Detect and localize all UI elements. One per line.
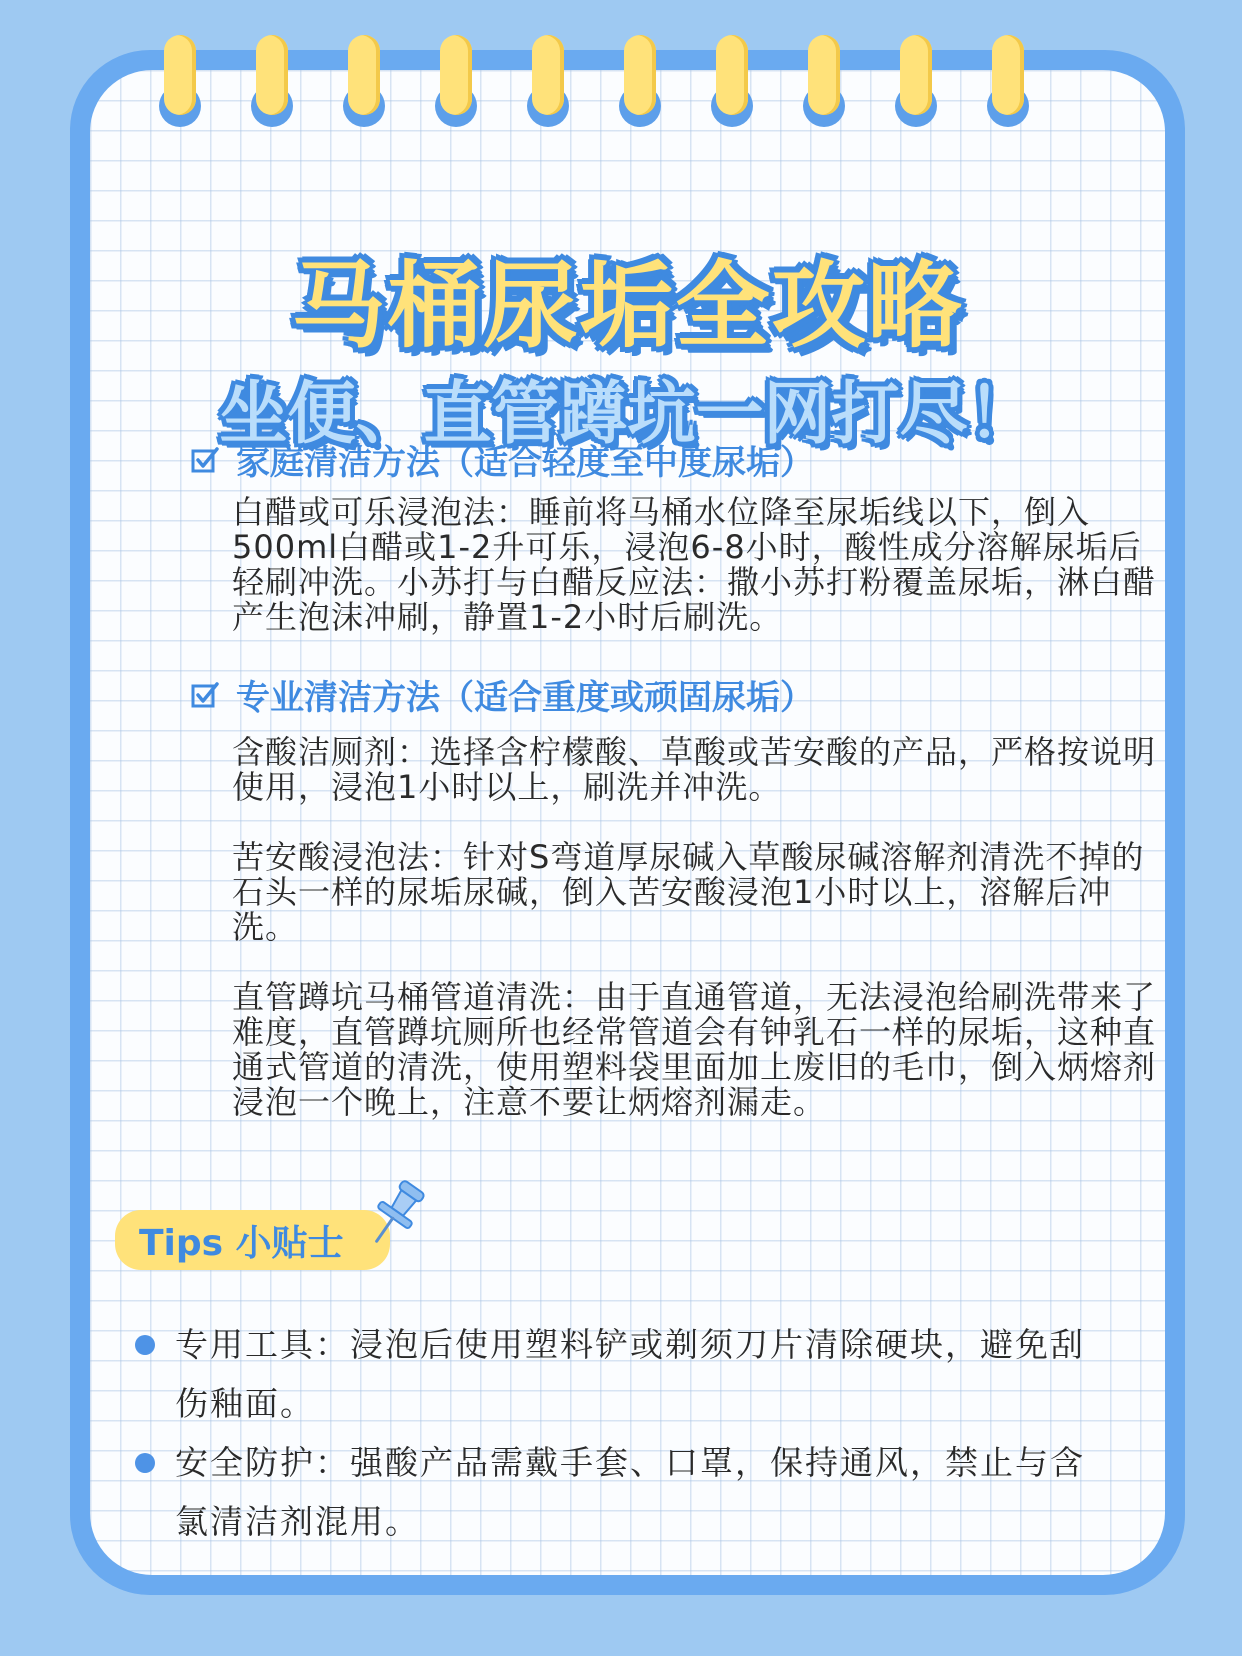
home-cleaning-paragraph [232,495,1165,635]
paragraph-line: 洗。 [232,908,299,946]
paragraph-line: 含酸洁厕剂：选择含柠檬酸、草酸或苦安酸的产品，严格按说明 [232,733,1157,771]
checkbox-icon [190,680,220,710]
checkbox-icon [190,445,220,475]
tip-item-safety [135,1433,1135,1551]
spiral-ring-icon [808,35,840,127]
paragraph-line: 浸泡一个晚上，注意不要让炳熔剂漏走。 [232,1083,827,1121]
paragraph-line: 产生泡沫冲刷，静置1-2小时后刷洗。 [232,598,783,636]
paragraph-line: 轻刷冲洗。小苏打与白醋反应法：撒小苏打粉覆盖尿垢，淋白醋 [232,563,1157,601]
acid-cleaner-paragraph [232,735,1165,805]
page-subtitle: 坐便、直管蹲坑一网打尽！ [219,375,1036,454]
paragraph-line: 苦安酸浸泡法：针对S弯道厚尿碱入草酸尿碱溶解剂清洗不掉的 [232,838,1145,876]
spiral-ring-icon [532,35,564,127]
soak-method-paragraph [232,840,1165,945]
paragraph-line: 难度，直管蹲坑厕所也经常管道会有钟乳石一样的尿垢，这种直 [232,1013,1157,1051]
paragraph-line: 白醋或可乐浸泡法：睡前将马桶水位降至尿垢线以下，倒入 [232,493,1091,531]
tip-line: 专用工具：浸泡后使用塑料铲或剃须刀片清除硬块，避免刮 [175,1325,1085,1364]
section-heading-text: 专业清洁方法（适合重度或顽固尿垢） [236,678,814,718]
spiral-ring-icon [624,35,656,127]
spiral-ring-icon [716,35,748,127]
pushpin-icon [360,1175,430,1255]
section-heading-professional-cleaning [190,670,814,719]
spiral-ring-icon [256,35,288,127]
paragraph-line: 500ml白醋或1-2升可乐，浸泡6-8小时，酸性成分溶解尿垢后 [232,528,1142,566]
bullet-icon [135,1453,155,1473]
spiral-ring-icon [900,35,932,127]
tips-badge: Tips 小贴士 [115,1210,390,1270]
spiral-ring-icon [440,35,472,127]
paragraph-line: 石头一样的尿垢尿碱，倒入苦安酸浸泡1小时以上，溶解后冲 [232,873,1112,911]
spiral-ring-icon [992,35,1024,127]
pipe-cleaning-paragraph [232,980,1165,1120]
tip-line: 安全防护：强酸产品需戴手套、口罩，保持通风，禁止与含 [175,1443,1085,1482]
spiral-ring-icon [164,35,196,127]
page-title: 马桶尿垢全攻略 [291,252,964,361]
paragraph-line: 通式管道的清洗，使用塑料袋里面加上废旧的毛巾，倒入炳熔剂 [232,1048,1157,1086]
bullet-icon [135,1335,155,1355]
section-heading-home-cleaning [190,435,814,484]
spiral-ring-icon [348,35,380,127]
paragraph-line: 直管蹲坑马桶管道清洗：由于直通管道，无法浸泡给刷洗带来了 [232,978,1157,1016]
tip-line: 伤釉面。 [175,1384,315,1423]
tip-line: 氯清洁剂混用。 [175,1502,420,1541]
tips-list [135,1315,1135,1551]
tip-item-tools [135,1315,1135,1433]
paragraph-line: 使用，浸泡1小时以上，刷洗并冲洗。 [232,768,782,806]
section-heading-text: 家庭清洁方法（适合轻度至中度尿垢） [236,443,814,483]
